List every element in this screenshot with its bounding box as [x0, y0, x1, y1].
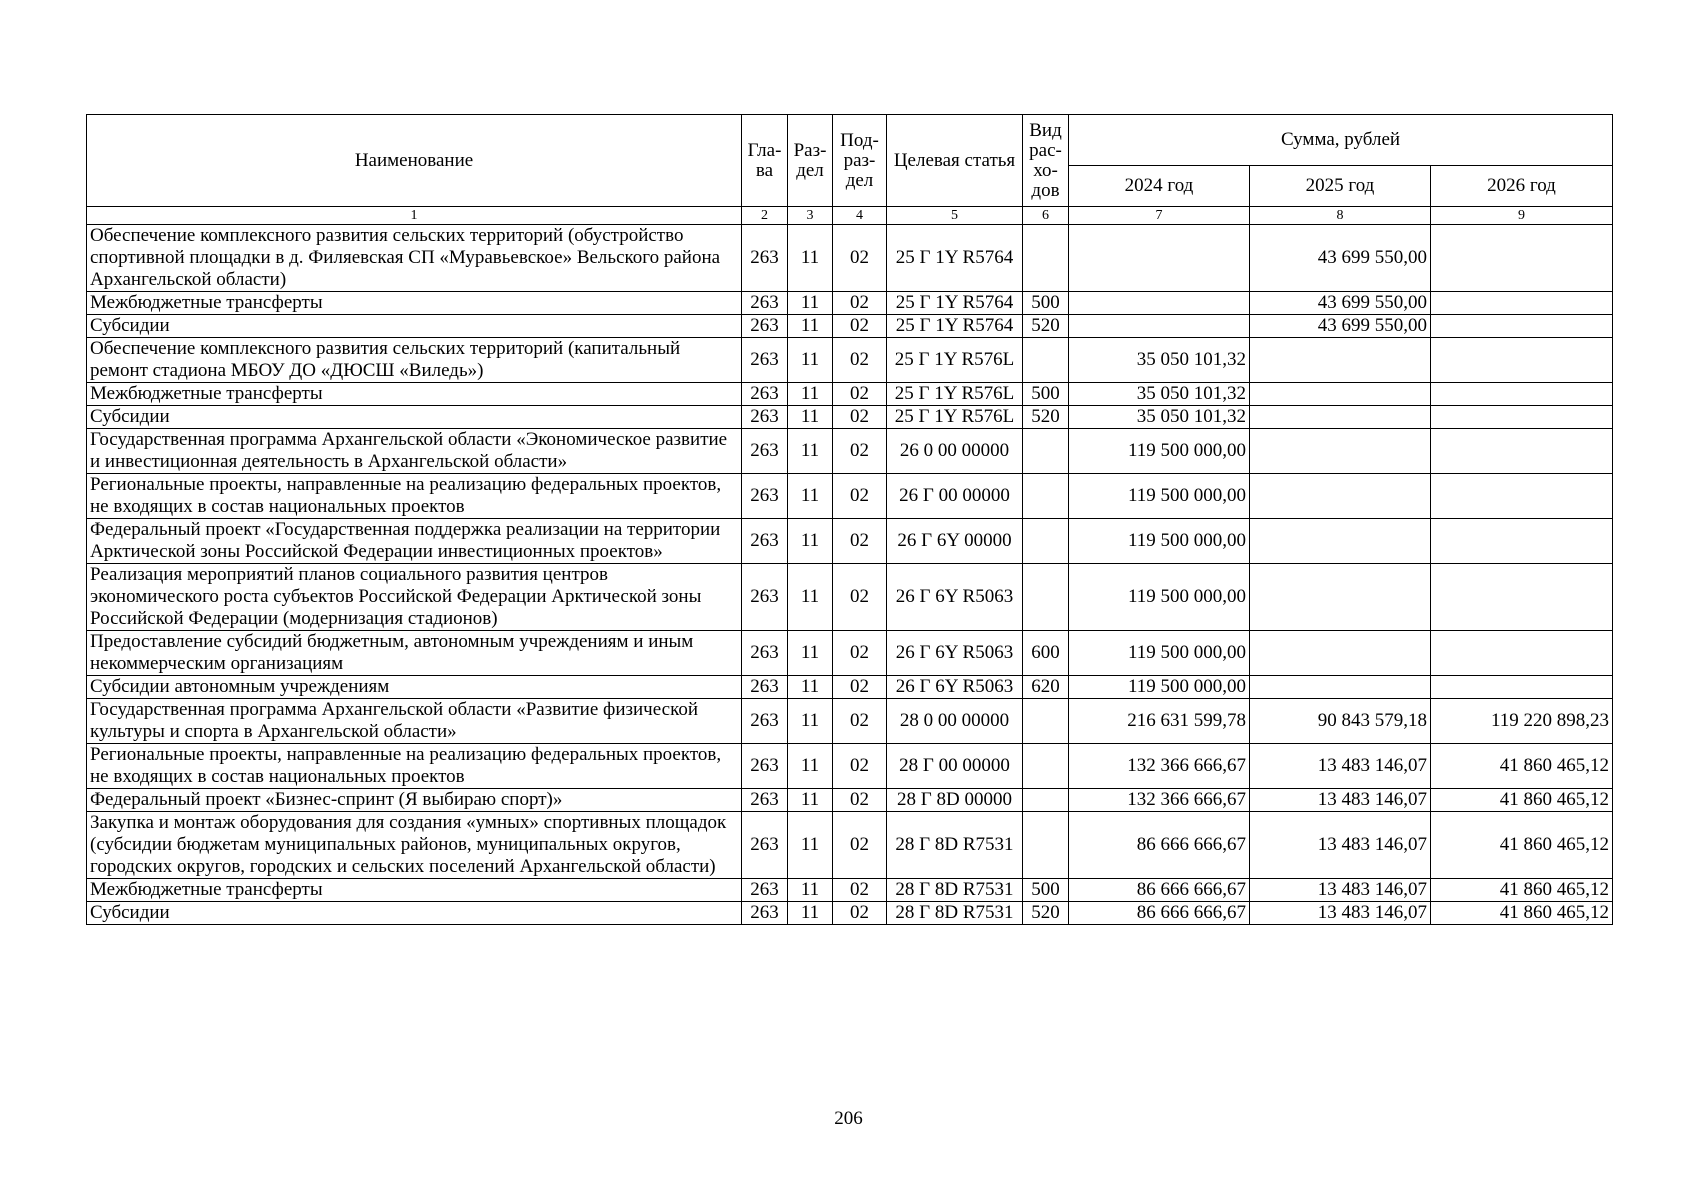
budget-table	[86, 114, 1613, 925]
cell-name: Федеральный проект «Государственная поддержка реализации на территории Арктической зоны Российской Федерации инвестиционных проектов»	[87, 519, 742, 564]
table-row	[87, 744, 1613, 789]
column-numbers-row	[87, 207, 1613, 225]
cell-2025: 13 483 146,07	[1250, 879, 1431, 902]
column-number: 3	[788, 207, 833, 225]
cell-2025	[1250, 631, 1431, 676]
column-number: 1	[87, 207, 742, 225]
cell-razdel: 11	[788, 676, 833, 699]
header-vid: Вид рас-хо-дов	[1023, 115, 1069, 207]
cell-podrazdel: 02	[833, 292, 887, 315]
cell-2025: 43 699 550,00	[1250, 315, 1431, 338]
cell-2024: 119 500 000,00	[1069, 429, 1250, 474]
cell-2024: 119 500 000,00	[1069, 676, 1250, 699]
column-number: 2	[742, 207, 788, 225]
cell-vid: 620	[1023, 676, 1069, 699]
cell-name: Субсидии	[87, 902, 742, 925]
cell-glava: 263	[742, 383, 788, 406]
cell-podrazdel: 02	[833, 879, 887, 902]
cell-2025: 13 483 146,07	[1250, 744, 1431, 789]
cell-vid: 500	[1023, 879, 1069, 902]
cell-2024: 35 050 101,32	[1069, 383, 1250, 406]
cell-glava: 263	[742, 789, 788, 812]
cell-vid: 500	[1023, 383, 1069, 406]
cell-2025	[1250, 406, 1431, 429]
cell-podrazdel: 02	[833, 519, 887, 564]
cell-razdel: 11	[788, 225, 833, 292]
cell-podrazdel: 02	[833, 429, 887, 474]
cell-2024: 119 500 000,00	[1069, 474, 1250, 519]
cell-2026: 41 860 465,12	[1431, 744, 1613, 789]
cell-razdel: 11	[788, 474, 833, 519]
table-row	[87, 338, 1613, 383]
cell-podrazdel: 02	[833, 225, 887, 292]
cell-2025	[1250, 564, 1431, 631]
cell-name: Субсидии	[87, 406, 742, 429]
cell-2026	[1431, 429, 1613, 474]
table-row	[87, 315, 1613, 338]
header-razdel: Раз-дел	[788, 115, 833, 207]
cell-target: 28 Г 00 00000	[887, 744, 1023, 789]
cell-glava: 263	[742, 699, 788, 744]
column-number: 6	[1023, 207, 1069, 225]
table-row	[87, 812, 1613, 879]
cell-target: 26 Г 6Y R5063	[887, 564, 1023, 631]
cell-glava: 263	[742, 338, 788, 383]
cell-target: 26 Г 00 00000	[887, 474, 1023, 519]
cell-razdel: 11	[788, 406, 833, 429]
cell-target: 28 Г 8D R7531	[887, 902, 1023, 925]
cell-razdel: 11	[788, 383, 833, 406]
cell-podrazdel: 02	[833, 676, 887, 699]
cell-vid: 520	[1023, 315, 1069, 338]
cell-2024	[1069, 292, 1250, 315]
cell-name: Региональные проекты, направленные на реализацию федеральных проектов, не входящих в состав национальных проектов	[87, 744, 742, 789]
cell-target: 28 Г 8D R7531	[887, 879, 1023, 902]
cell-target: 25 Г 1Y R5764	[887, 225, 1023, 292]
cell-glava: 263	[742, 474, 788, 519]
header-sum: Сумма, рублей	[1069, 115, 1613, 166]
cell-2024: 86 666 666,67	[1069, 879, 1250, 902]
cell-razdel: 11	[788, 564, 833, 631]
cell-target: 25 Г 1Y R576L	[887, 338, 1023, 383]
cell-2025: 13 483 146,07	[1250, 812, 1431, 879]
cell-name: Реализация мероприятий планов социального развития центров экономического роста субъектов Российской Федерации Арктической зоны Российской Федерации (модернизация стадионов)	[87, 564, 742, 631]
cell-name: Федеральный проект «Бизнес-спринт (Я выбираю спорт)»	[87, 789, 742, 812]
cell-2026	[1431, 474, 1613, 519]
cell-razdel: 11	[788, 812, 833, 879]
table-row	[87, 292, 1613, 315]
cell-glava: 263	[742, 429, 788, 474]
cell-name: Государственная программа Архангельской области «Экономическое развитие и инвестиционная деятельность в Архангельской области»	[87, 429, 742, 474]
cell-2024: 119 500 000,00	[1069, 519, 1250, 564]
cell-2026: 41 860 465,12	[1431, 902, 1613, 925]
cell-2024	[1069, 225, 1250, 292]
table-body	[87, 225, 1613, 925]
cell-2025: 90 843 579,18	[1250, 699, 1431, 744]
cell-vid	[1023, 812, 1069, 879]
cell-vid	[1023, 789, 1069, 812]
cell-vid	[1023, 519, 1069, 564]
cell-glava: 263	[742, 315, 788, 338]
column-number: 4	[833, 207, 887, 225]
cell-vid: 500	[1023, 292, 1069, 315]
cell-2024: 119 500 000,00	[1069, 564, 1250, 631]
header-podrazdel: Под-раз-дел	[833, 115, 887, 207]
cell-2025: 13 483 146,07	[1250, 902, 1431, 925]
cell-name: Государственная программа Архангельской области «Развитие физической культуры и спорта в Архангельской области»	[87, 699, 742, 744]
cell-2025	[1250, 474, 1431, 519]
cell-name: Предоставление субсидий бюджетным, автономным учреждениям и иным некоммерческим организациям	[87, 631, 742, 676]
cell-2026	[1431, 631, 1613, 676]
cell-2026	[1431, 564, 1613, 631]
cell-podrazdel: 02	[833, 474, 887, 519]
cell-glava: 263	[742, 744, 788, 789]
cell-podrazdel: 02	[833, 631, 887, 676]
column-number: 5	[887, 207, 1023, 225]
cell-2026: 41 860 465,12	[1431, 789, 1613, 812]
table-row	[87, 519, 1613, 564]
cell-name: Закупка и монтаж оборудования для создания «умных» спортивных площадок (субсидии бюджетам муниципальных районов, муниципальных округов, городских округов, городских и сельских поселений Архангельской области)	[87, 812, 742, 879]
table-row	[87, 406, 1613, 429]
cell-2024: 132 366 666,67	[1069, 789, 1250, 812]
cell-2025: 43 699 550,00	[1250, 225, 1431, 292]
cell-target: 28 Г 8D R7531	[887, 812, 1023, 879]
cell-glava: 263	[742, 902, 788, 925]
cell-podrazdel: 02	[833, 315, 887, 338]
cell-target: 26 0 00 00000	[887, 429, 1023, 474]
cell-name: Межбюджетные трансферты	[87, 383, 742, 406]
cell-target: 26 Г 6Y R5063	[887, 676, 1023, 699]
cell-glava: 263	[742, 879, 788, 902]
cell-2025	[1250, 338, 1431, 383]
cell-podrazdel: 02	[833, 789, 887, 812]
cell-target: 25 Г 1Y R576L	[887, 383, 1023, 406]
page-number: 206	[834, 1108, 863, 1129]
cell-podrazdel: 02	[833, 383, 887, 406]
cell-name: Субсидии	[87, 315, 742, 338]
column-number: 8	[1250, 207, 1431, 225]
cell-razdel: 11	[788, 315, 833, 338]
cell-target: 25 Г 1Y R5764	[887, 292, 1023, 315]
cell-target: 26 Г 6Y R5063	[887, 631, 1023, 676]
cell-vid	[1023, 474, 1069, 519]
cell-vid	[1023, 225, 1069, 292]
cell-glava: 263	[742, 631, 788, 676]
cell-podrazdel: 02	[833, 699, 887, 744]
header-name: Наименование	[87, 115, 742, 207]
cell-2025	[1250, 429, 1431, 474]
cell-podrazdel: 02	[833, 338, 887, 383]
cell-glava: 263	[742, 519, 788, 564]
cell-name: Межбюджетные трансферты	[87, 879, 742, 902]
cell-glava: 263	[742, 406, 788, 429]
table-row	[87, 429, 1613, 474]
cell-razdel: 11	[788, 338, 833, 383]
cell-podrazdel: 02	[833, 902, 887, 925]
table-row	[87, 699, 1613, 744]
cell-2026	[1431, 519, 1613, 564]
table-row	[87, 474, 1613, 519]
cell-glava: 263	[742, 812, 788, 879]
cell-podrazdel: 02	[833, 812, 887, 879]
cell-target: 26 Г 6Y 00000	[887, 519, 1023, 564]
cell-2026	[1431, 315, 1613, 338]
column-number: 7	[1069, 207, 1250, 225]
cell-razdel: 11	[788, 902, 833, 925]
cell-name: Межбюджетные трансферты	[87, 292, 742, 315]
cell-2024: 216 631 599,78	[1069, 699, 1250, 744]
cell-2026	[1431, 406, 1613, 429]
cell-target: 25 Г 1Y R576L	[887, 406, 1023, 429]
table-row	[87, 383, 1613, 406]
cell-2025	[1250, 383, 1431, 406]
cell-vid	[1023, 699, 1069, 744]
cell-razdel: 11	[788, 789, 833, 812]
cell-2024: 119 500 000,00	[1069, 631, 1250, 676]
cell-podrazdel: 02	[833, 744, 887, 789]
cell-razdel: 11	[788, 744, 833, 789]
table-row	[87, 631, 1613, 676]
cell-2026: 119 220 898,23	[1431, 699, 1613, 744]
cell-glava: 263	[742, 292, 788, 315]
cell-2026	[1431, 292, 1613, 315]
cell-2026	[1431, 338, 1613, 383]
table-header	[87, 115, 1613, 225]
cell-2026: 41 860 465,12	[1431, 812, 1613, 879]
cell-name: Региональные проекты, направленные на реализацию федеральных проектов, не входящих в состав национальных проектов	[87, 474, 742, 519]
cell-name: Обеспечение комплексного развития сельских территорий (капитальный ремонт стадиона МБОУ ДО «ДЮСШ «Виледь»)	[87, 338, 742, 383]
cell-name: Обеспечение комплексного развития сельских территорий (обустройство спортивной площадки в д. Филяевская СП «Муравьевское» Вельского района Архангельской области)	[87, 225, 742, 292]
cell-2025	[1250, 676, 1431, 699]
cell-name: Субсидии автономным учреждениям	[87, 676, 742, 699]
cell-2024: 35 050 101,32	[1069, 338, 1250, 383]
cell-2024: 35 050 101,32	[1069, 406, 1250, 429]
cell-vid	[1023, 338, 1069, 383]
header-2025: 2025 год	[1250, 166, 1431, 207]
column-number: 9	[1431, 207, 1613, 225]
cell-vid	[1023, 564, 1069, 631]
table-row	[87, 902, 1613, 925]
cell-2026	[1431, 225, 1613, 292]
cell-vid: 520	[1023, 902, 1069, 925]
cell-podrazdel: 02	[833, 406, 887, 429]
cell-2024	[1069, 315, 1250, 338]
header-2024: 2024 год	[1069, 166, 1250, 207]
cell-target: 25 Г 1Y R5764	[887, 315, 1023, 338]
cell-vid	[1023, 429, 1069, 474]
cell-target: 28 0 00 00000	[887, 699, 1023, 744]
cell-target: 28 Г 8D 00000	[887, 789, 1023, 812]
cell-2024: 86 666 666,67	[1069, 902, 1250, 925]
table-row	[87, 225, 1613, 292]
cell-vid: 600	[1023, 631, 1069, 676]
cell-glava: 263	[742, 225, 788, 292]
cell-razdel: 11	[788, 429, 833, 474]
cell-podrazdel: 02	[833, 564, 887, 631]
cell-2026	[1431, 676, 1613, 699]
cell-vid: 520	[1023, 406, 1069, 429]
cell-2026	[1431, 383, 1613, 406]
cell-glava: 263	[742, 676, 788, 699]
cell-glava: 263	[742, 564, 788, 631]
cell-razdel: 11	[788, 292, 833, 315]
cell-2025	[1250, 519, 1431, 564]
table-row	[87, 879, 1613, 902]
table-row	[87, 564, 1613, 631]
cell-2026: 41 860 465,12	[1431, 879, 1613, 902]
header-2026: 2026 год	[1431, 166, 1613, 207]
cell-2024: 86 666 666,67	[1069, 812, 1250, 879]
cell-razdel: 11	[788, 519, 833, 564]
header-target: Целевая статья	[887, 115, 1023, 207]
cell-razdel: 11	[788, 631, 833, 676]
cell-razdel: 11	[788, 879, 833, 902]
table-row	[87, 789, 1613, 812]
cell-razdel: 11	[788, 699, 833, 744]
header-glava: Гла-ва	[742, 115, 788, 207]
cell-2024: 132 366 666,67	[1069, 744, 1250, 789]
cell-vid	[1023, 744, 1069, 789]
cell-2025: 13 483 146,07	[1250, 789, 1431, 812]
cell-2025: 43 699 550,00	[1250, 292, 1431, 315]
table-row	[87, 676, 1613, 699]
